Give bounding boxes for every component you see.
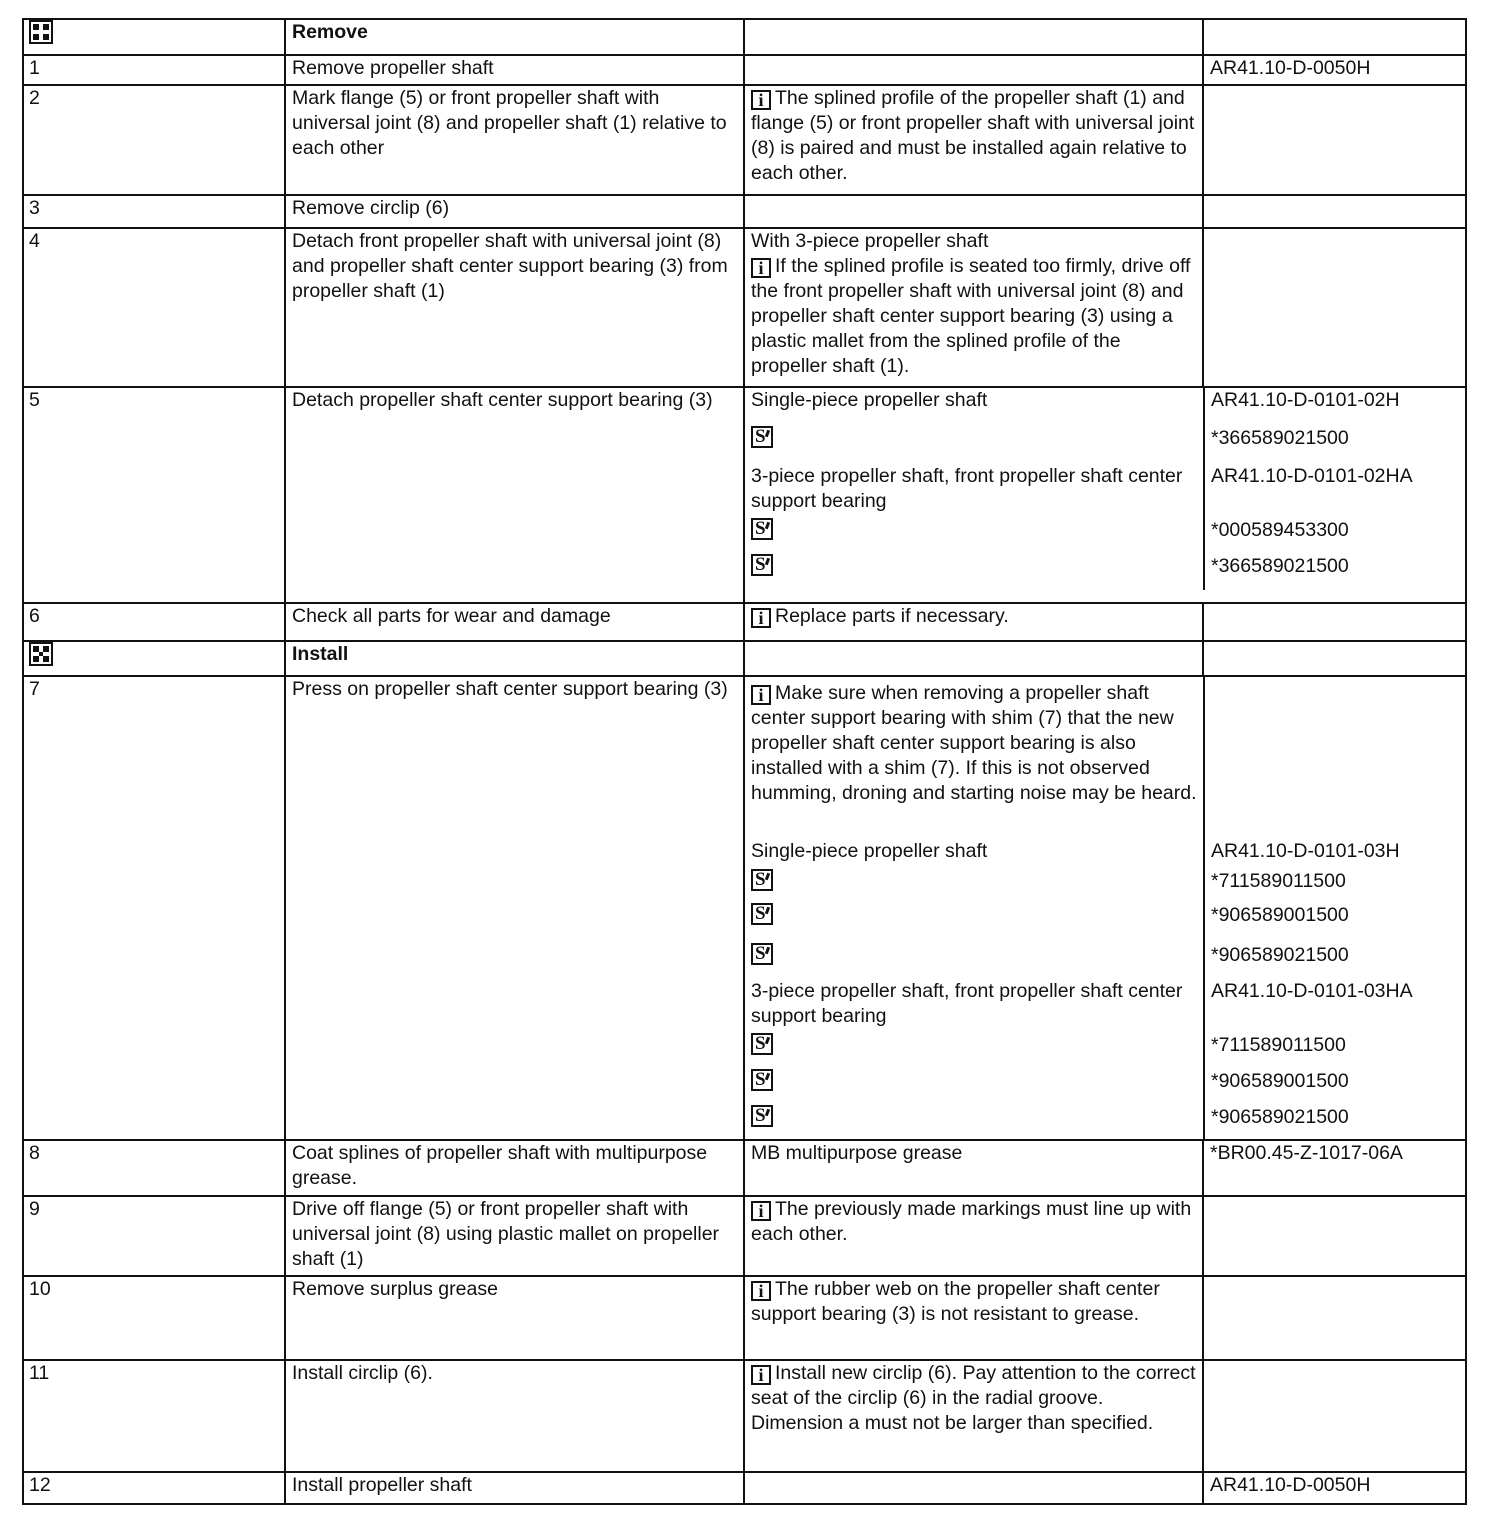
step-note: Install new circlip (6). Pay attention to the correct seat of the circlip (6) in the radial groove. Dimension a must not be larger than specified. [751, 1362, 1196, 1434]
step-row-5 [23, 387, 1466, 603]
special-tool-icon [751, 554, 773, 576]
special-tool-icon [751, 1105, 773, 1127]
step-note: The rubber web on the propeller shaft center support bearing (3) is not resistant to grease. [751, 1278, 1160, 1325]
step-number: 6 [29, 605, 40, 627]
step-row-11 [23, 1360, 1466, 1472]
step-row-8 [23, 1140, 1466, 1196]
install-section-icon [29, 642, 53, 666]
reference-link[interactable]: AR41.10-D-0101-02H [1211, 389, 1400, 411]
tool-number[interactable]: *711589011500 [1211, 870, 1346, 892]
tool-number[interactable]: *906589021500 [1211, 944, 1349, 966]
step-action: Coat splines of propeller shaft with multipurpose grease. [292, 1142, 708, 1189]
info-icon: i [751, 685, 771, 705]
variant-label: With 3-piece propeller shaft [751, 230, 989, 252]
tool-number[interactable]: *906589001500 [1211, 904, 1349, 926]
step-row-1 [23, 55, 1466, 85]
section-icon-cell [23, 19, 285, 55]
tool-number[interactable]: *906589021500 [1211, 1106, 1349, 1128]
reference-link[interactable]: AR41.10-D-0101-02HA [1211, 465, 1413, 487]
step-note: If the splined profile is seated too firmly, drive off the front propeller shaft with universal joint (8) and propeller shaft center support bearing (3) using a plastic mallet from the splined profile of the propeller shaft (1). [751, 255, 1191, 377]
step-number: 1 [29, 57, 40, 79]
special-tool-icon [751, 1069, 773, 1091]
step-row-3 [23, 195, 1466, 228]
step-action: Install propeller shaft [292, 1474, 472, 1496]
tool-number[interactable]: *366589021500 [1211, 427, 1349, 449]
step-note: Replace parts if necessary. [775, 605, 1009, 627]
remove-section-icon [29, 20, 53, 44]
variant-label: Single-piece propeller shaft [751, 840, 988, 862]
procedure-table [22, 18, 1467, 1505]
step-number: 7 [29, 678, 40, 700]
step-number: 4 [29, 230, 40, 252]
info-icon: i [751, 1365, 771, 1385]
step-row-4 [23, 228, 1466, 387]
step-number: 2 [29, 87, 40, 109]
tool-list [745, 388, 1465, 590]
special-tool-icon [751, 518, 773, 540]
section-header-install [23, 641, 1466, 676]
variant-label: 3-piece propeller shaft, front propeller shaft center support bearing [751, 980, 1183, 1027]
step-action: Detach front propeller shaft with universal joint (8) and propeller shaft center support bearing (3) from propeller shaft (1) [292, 230, 728, 302]
step-number: 8 [29, 1142, 40, 1164]
step-action: Press on propeller shaft center support bearing (3) [292, 678, 728, 700]
step-action: Detach propeller shaft center support bearing (3) [292, 389, 713, 411]
step-action: Mark flange (5) or front propeller shaft with universal joint (8) and propeller shaft (1) relative to each other [292, 87, 727, 159]
section-header-remove [23, 19, 1466, 55]
info-icon: i [751, 90, 771, 110]
reference-link[interactable]: AR41.10-D-0050H [1210, 57, 1371, 79]
info-icon: i [751, 1201, 771, 1221]
tool-list [745, 677, 1465, 1139]
step-number: 10 [29, 1278, 51, 1300]
step-row-12 [23, 1472, 1466, 1504]
step-note: The previously made markings must line up with each other. [751, 1198, 1192, 1245]
material-label: MB multipurpose grease [751, 1142, 963, 1164]
section-title-remove: Remove [292, 21, 368, 43]
step-number: 3 [29, 197, 40, 219]
step-number: 9 [29, 1198, 40, 1220]
step-row-10 [23, 1276, 1466, 1360]
step-note: Make sure when removing a propeller shaft center support bearing with shim (7) that the new propeller shaft center support bearing is also installed with a shim (7). If this is not observed humming, droning and starting noise may be heard. [751, 682, 1197, 804]
variant-label: 3-piece propeller shaft, front propeller shaft center support bearing [751, 465, 1183, 512]
step-action: Remove surplus grease [292, 1278, 498, 1300]
section-icon-cell [23, 641, 285, 676]
step-action: Install circlip (6). [292, 1362, 433, 1384]
section-title-install: Install [292, 643, 349, 665]
step-action: Remove circlip (6) [292, 197, 450, 219]
step-number: 5 [29, 389, 40, 411]
info-icon: i [751, 1281, 771, 1301]
reference-link[interactable]: AR41.10-D-0050H [1210, 1474, 1371, 1496]
step-action: Check all parts for wear and damage [292, 605, 611, 627]
special-tool-icon [751, 1033, 773, 1055]
reference-link[interactable]: AR41.10-D-0101-03H [1211, 840, 1400, 862]
info-icon: i [751, 608, 771, 628]
info-icon: i [751, 258, 771, 278]
tool-number[interactable]: *711589011500 [1211, 1034, 1346, 1056]
tool-number[interactable]: *000589453300 [1211, 519, 1349, 541]
reference-link[interactable]: *BR00.45-Z-1017-06A [1210, 1142, 1403, 1164]
special-tool-icon [751, 903, 773, 925]
step-action: Drive off flange (5) or front propeller shaft with universal joint (8) using plastic mallet on propeller shaft (1) [292, 1198, 720, 1270]
special-tool-icon [751, 426, 773, 448]
step-action: Remove propeller shaft [292, 57, 494, 79]
tool-number[interactable]: *906589001500 [1211, 1070, 1349, 1092]
special-tool-icon [751, 943, 773, 965]
step-note: The splined profile of the propeller shaft (1) and flange (5) or front propeller shaft with universal joint (8) is paired and must be installed again relative to each other. [751, 87, 1195, 184]
tool-number[interactable]: *366589021500 [1211, 555, 1349, 577]
step-row-9 [23, 1196, 1466, 1276]
step-number: 12 [29, 1474, 51, 1496]
reference-link[interactable]: AR41.10-D-0101-03HA [1211, 980, 1413, 1002]
step-number: 11 [29, 1362, 50, 1384]
variant-label: Single-piece propeller shaft [751, 389, 988, 411]
step-row-7 [23, 676, 1466, 1140]
step-row-6 [23, 603, 1466, 641]
special-tool-icon [751, 869, 773, 891]
step-row-2 [23, 85, 1466, 195]
